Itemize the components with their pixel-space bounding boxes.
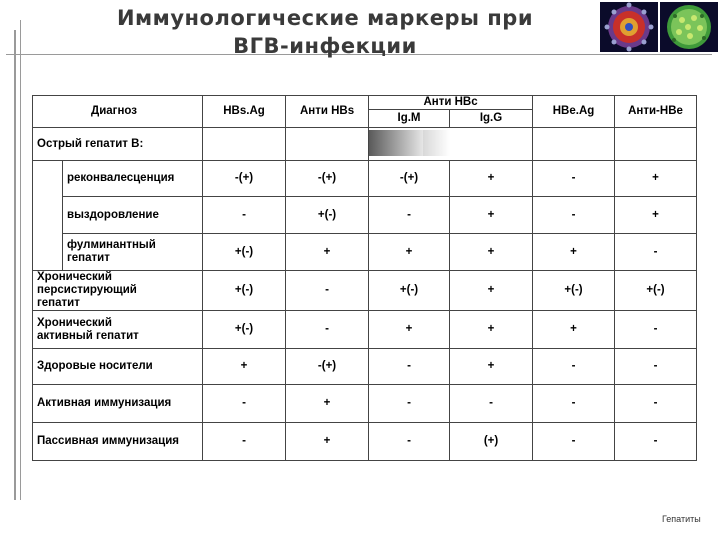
hbv-virus-cross-section-image [600,2,658,52]
table-row [33,197,697,234]
table-row [33,270,697,310]
cell-igm: - [369,385,450,422]
row-label: Здоровые носители [33,348,203,384]
cell-igg: + [450,160,533,196]
header-hbsag: HBs.Ag [203,96,286,128]
cell-anti-hbe: - [615,348,697,384]
table-row-group-acute [33,128,697,160]
slide-footer: Гепатиты [662,514,701,524]
cell-hbsag: - [203,385,286,422]
cell-igg: + [450,311,533,348]
cell-hbeag: +(-) [533,270,615,310]
row-label: Хронический активный гепатит [33,311,203,348]
table-cell [286,128,369,160]
table-cell [203,128,286,160]
cell-igm: +(-) [369,270,450,310]
cell-anti-hbs: + [286,234,369,270]
cell-hbeag: + [533,311,615,348]
row-label: фулминантный гепатит [63,234,203,270]
cell-hbsag: -(+) [203,160,286,196]
cell-hbsag: +(-) [203,234,286,270]
header-hbeag: HBe.Ag [533,96,615,128]
hbv-virus-green-surface-image [660,2,718,52]
cell-hbeag: - [533,197,615,234]
cell-hbeag: - [533,422,615,461]
table-row [33,234,697,270]
row-label: реконвалесценция [63,160,203,196]
cell-anti-hbs: + [286,385,369,422]
cell-hbsag: +(-) [203,311,286,348]
indent-cell [33,234,63,270]
table-cell [533,128,615,160]
cell-hbeag: - [533,160,615,196]
cell-igm: - [369,422,450,461]
table-row [33,348,697,384]
group-acute-label: Острый гепатит В: [33,128,203,160]
markers-table [32,95,697,461]
table-row [33,422,697,461]
cell-anti-hbe: - [615,311,697,348]
indent-cell [33,160,63,196]
cell-anti-hbe: - [615,385,697,422]
slide-vertical-rule [14,30,16,500]
cell-anti-hbs: + [286,422,369,461]
cell-anti-hbs: - [286,270,369,310]
cell-anti-hbs: -(+) [286,348,369,384]
shaded-placeholder-cell [369,128,533,160]
cell-anti-hbe: + [615,197,697,234]
table-row [33,160,697,196]
cell-igm: -(+) [369,160,450,196]
cell-hbsag: - [203,422,286,461]
header-anti-hbc: Анти HBc [369,96,533,110]
header-igg: Ig.G [450,110,533,128]
header-igm: Ig.M [369,110,450,128]
table-row [33,311,697,348]
header-anti-hbe: Анти-HBe [615,96,697,128]
cell-igg: + [450,270,533,310]
slide-title-line1: Иммунологические маркеры при [116,6,534,30]
table-header-row [33,96,697,110]
cell-anti-hbe: - [615,422,697,461]
cell-anti-hbs: - [286,311,369,348]
cell-hbsag: - [203,197,286,234]
table-row [33,385,697,422]
cell-anti-hbe: +(-) [615,270,697,310]
row-label: выздоровление [63,197,203,234]
cell-hbsag: + [203,348,286,384]
row-label: Пассивная иммунизация [33,422,203,461]
cell-anti-hbe: + [615,160,697,196]
cell-hbeag: - [533,385,615,422]
cell-igg: (+) [450,422,533,461]
header-diagnosis: Диагноз [33,96,203,128]
cell-igg: + [450,234,533,270]
table-cell [615,128,697,160]
slide-vertical-rule-thin [20,20,21,500]
cell-igm: - [369,197,450,234]
cell-igm: - [369,348,450,384]
cell-anti-hbs: -(+) [286,160,369,196]
row-label: Активная иммунизация [33,385,203,422]
cell-igg: - [450,385,533,422]
cell-igg: + [450,348,533,384]
cell-igm: + [369,311,450,348]
row-label: Хронический персистирующий гепатит [33,270,203,310]
cell-anti-hbe: - [615,234,697,270]
cell-anti-hbs: +(-) [286,197,369,234]
slide-title [60,4,590,60]
cell-hbsag: +(-) [203,270,286,310]
header-anti-hbs: Анти HBs [286,96,369,128]
cell-igg: + [450,197,533,234]
indent-cell [33,197,63,234]
cell-igm: + [369,234,450,270]
cell-hbeag: - [533,348,615,384]
slide-title-line2: ВГВ-инфекции [233,34,417,58]
cell-hbeag: + [533,234,615,270]
